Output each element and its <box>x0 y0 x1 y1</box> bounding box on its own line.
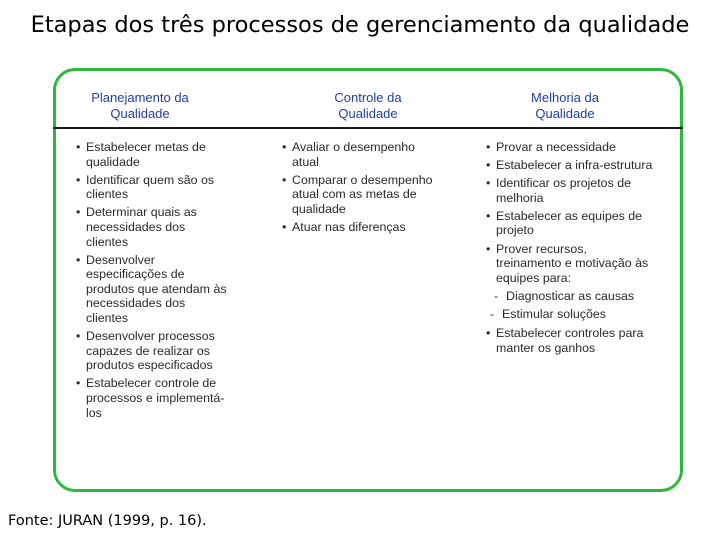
list-item-text: Determinar quais as necessidades dos clientes <box>86 205 197 249</box>
bullet-icon: • <box>76 329 81 344</box>
bullet-icon: • <box>486 326 491 341</box>
bullet-icon: • <box>486 158 491 173</box>
slide-title: Etapas dos três processos de gerenciamento da qualidade <box>30 12 690 38</box>
source-citation: Fonte: JURAN (1999, p. 16). <box>8 513 207 529</box>
list-item <box>282 220 482 235</box>
bullet-icon: • <box>282 140 287 154</box>
list-item-text: Avaliar o desempenho atual <box>292 140 416 169</box>
list-item-text: Identificar os projetos de melhoria <box>496 176 631 205</box>
list-item <box>282 140 482 169</box>
header-divider <box>53 127 683 129</box>
bullet-icon: • <box>486 241 491 256</box>
list-item-text: Estabelecer a infra-estrutura <box>496 158 653 173</box>
column-header-controle <box>298 90 438 122</box>
list-item <box>76 205 276 249</box>
column-controle <box>282 140 482 238</box>
list-item-text: Comparar o desempenho atual com as metas de qualidade <box>292 172 433 216</box>
bullet-icon: • <box>76 140 81 154</box>
list-item <box>486 176 678 205</box>
column-header-line: Melhoria da <box>531 90 599 105</box>
bullet-icon: • <box>282 172 287 187</box>
column-header-line: Controle da <box>334 90 402 105</box>
column-header-planejamento <box>70 90 210 122</box>
bullet-icon: • <box>76 376 81 391</box>
list-item <box>486 326 678 355</box>
list-item-text: Desenvolver especificações de produtos que atendam às necessidades dos clientes <box>86 252 227 326</box>
list-item-text: Identificar quem são os clientes <box>86 172 215 202</box>
bullet-icon: • <box>486 140 491 154</box>
list-item-text: Estabelecer controles para manter os ganhos <box>496 326 644 355</box>
list-item-text: Atuar nas diferenças <box>292 219 406 234</box>
list-item-text: Estabelecer as equipes de projeto <box>496 208 643 238</box>
sub-list-item-text: Diagnosticar as causas <box>506 288 635 303</box>
list-item <box>76 173 276 202</box>
column-header-line: Qualidade <box>110 106 170 121</box>
bullet-icon: • <box>486 176 491 191</box>
column-header-line: Qualidade <box>535 106 595 121</box>
column-header-line: Qualidade <box>338 106 398 121</box>
bullet-icon: • <box>76 252 81 267</box>
list-item <box>282 173 482 217</box>
list-item <box>76 376 276 420</box>
list-item-text: Estabelecer controle de processos e implementá- los <box>86 376 225 420</box>
column-planejamento <box>76 140 276 424</box>
sub-list-item <box>486 307 678 322</box>
list-item <box>486 158 678 173</box>
bullet-icon: • <box>76 205 81 220</box>
bullet-icon: • <box>76 172 81 187</box>
list-item <box>76 329 276 373</box>
column-header-line: Planejamento da <box>91 90 189 105</box>
sub-list-item-text: Estimular soluções <box>502 307 606 322</box>
list-item <box>76 140 276 169</box>
bullet-icon: • <box>486 208 491 223</box>
list-item <box>486 209 678 238</box>
column-melhoria <box>486 140 678 359</box>
list-item-text: Estabelecer metas de qualidade <box>86 140 206 169</box>
list-item <box>486 140 678 155</box>
list-item <box>486 242 678 286</box>
list-item <box>76 253 276 326</box>
list-item-text: Desenvolver processos capazes de realizar os produtos especificados <box>86 329 215 373</box>
list-item-text: Prover recursos, treinamento e motivação às equipes para: <box>496 241 649 285</box>
dash-icon: - <box>490 307 495 322</box>
bullet-icon: • <box>282 219 287 234</box>
dash-icon: - <box>494 288 499 303</box>
list-item-text: Provar a necessidade <box>496 140 616 154</box>
column-header-melhoria <box>495 90 635 122</box>
sub-list-item <box>486 289 678 304</box>
